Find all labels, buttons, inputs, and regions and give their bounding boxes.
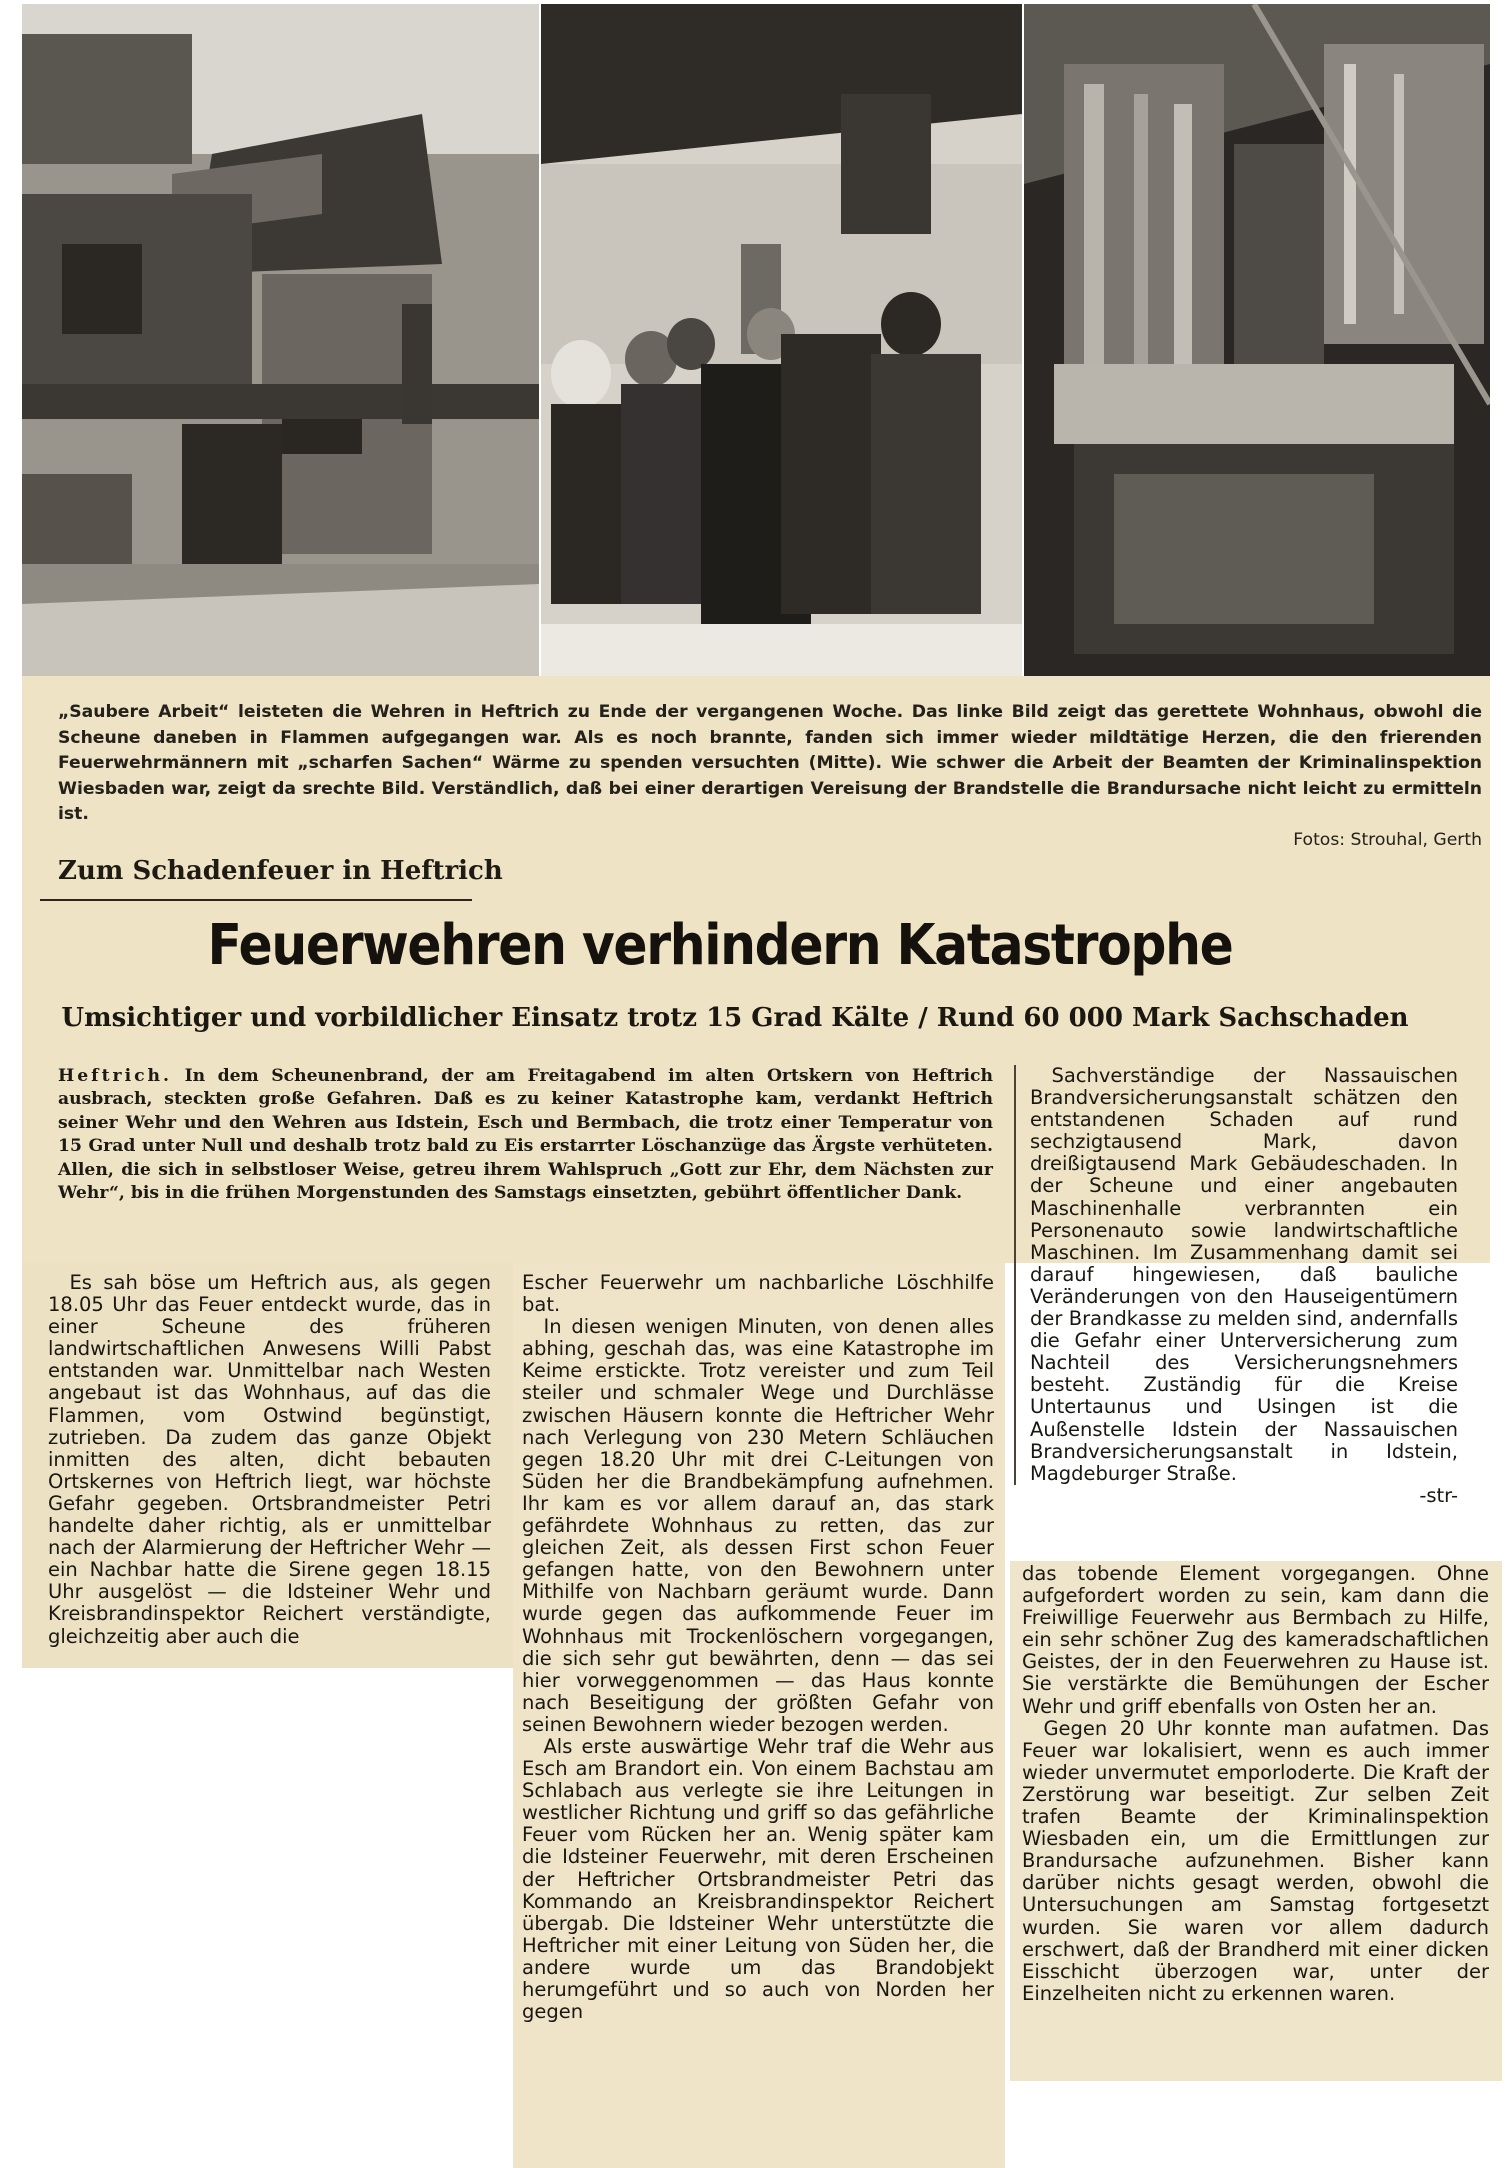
kicker-underline [40,899,472,901]
column-left [48,1272,491,1648]
dateline: Heftrich. [58,1066,173,1086]
article-subheadline: Umsichtiger und vorbildlicher Einsatz trotz 15 Grad Kälte / Rund 60 000 Mark Sachschaden [61,1003,1409,1033]
house-photo [22,4,539,676]
paragraph: Sachverständige der Nassauischen Brandversicherungsanstalt schätzen den entstandenen Schaden auf rund sechzigtausend Mark, davon dreißigtausend Mark Gebäudeschaden. In der Scheune und einer angebauten Maschinenhalle verbrannten ein Personenauto sowie landwirtschaftliche Maschinen. Im Zusammenhang damit sei darauf hingewiesen, daß bauliche Veränderungen von den Hauseigentümern der Brandkasse zu melden sind, andernfalls die Gefahr einer Unterversicherung zum Nachteil des Versicherungsnehmers besteht. Zuständig für die Kreise Untertaunus und Usingen ist die Außenstelle Idstein der Nassauischen Brandversicherungsanstalt in Idstein, Magdeburger Straße. [1030,1064,1458,1485]
photo-credit: Fotos: Strouhal, Gerth [1293,829,1482,850]
column-top-right [1030,1065,1458,1507]
lead-text: In dem Scheunenbrand, der am Freitagabend im alten Ortskern von Heftrich ausbrach, steckten große Gefahren. Daß es zu keiner Katastrophe kam, verdankt Heftrich seiner Wehr und den Wehren aus Idstein, Esch und Bermbach, die trotz einer Temperatur von 15 Grad unter Null und deshalb trotz bald zu Eis erstarrter Löschanzüge das Ärgste verhüteten. Allen, die sich in selbstloser Weise, getreu ihrem Wahlspruch „Gott zur Ehr, dem Nächsten zur Wehr“, bis in die frühen Morgenstunden des Samstags einsetzten, gebührt öffentlicher Dank. [58,1066,993,1204]
iced-ruin-photo [1024,4,1490,676]
paragraph: Als erste auswärtige Wehr traf die Wehr aus Esch am Brandort ein. Von einem Bachstau am Schlabach aus verlegte sie ihre Leitungen in westlicher Richtung und griff so das gefährliche Feuer vom Rücken her an. Wenig später kam die Idsteiner Feuerwehr, mit deren Erscheinen der Heftricher Ortsbrandmeister Petri das Kommando an Kreisbrandinspektor Reichert übergab. Die Idsteiner Wehr unterstützte die Heftricher mit einer Leitung von Süden her, die andere wurde um das Brandobjekt herumgeführt und so auch von Norden her gegen [522,1734,994,2024]
paragraph: das tobende Element vorgegangen. Ohne aufgefordert worden zu sein, kam dann die Freiwillige Feuerwehr aus Bermbach zu Hilfe, ein sehr schöner Zug des kameradschaftlichen Geistes, der in den Feuerwehren zu Hause ist. Sie verstärkte die Bemühungen der Escher Wehr und griff ebenfalls von Osten her an. [1022,1562,1489,1718]
firefighters-photo [541,4,1022,676]
paragraph: Es sah böse um Heftrich aus, als gegen 18.05 Uhr das Feuer entdeckt wurde, das in einer Scheune des früheren landwirtschaftlichen Anwesens Willi Pabst entstanden war. Unmittelbar nach Westen angebaut ist das Wohnhaus, auf das die Flammen, vom Ostwind begünstigt, zutrieben. Da zudem das ganze Objekt inmitten des alten, dicht bebauten Ortskernes von Heftrich liegt, war höchste Gefahr gegeben. Ortsbrandmeister Petri handelte daher richtig, als er unmittelbar nach der Alarmierung der Heftricher Wehr — ein Nachbar hatte die Sirene gegen 18.15 Uhr ausgelöst — die Idsteiner Wehr und Kreisbrandinspektor Reichert verständigte, gleichzeitig aber auch die [48,1271,491,1648]
paragraph: Escher Feuerwehr um nachbarliche Löschhilfe bat. [522,1271,994,1317]
photo-caption [58,700,1482,853]
caption-text: „Saubere Arbeit“ leisteten die Wehren in Heftrich zu Ende der vergangenen Woche. Das linke Bild zeigt das gerettete Wohnhaus, obwohl die Scheune daneben in Flammen aufgegangen war. Als es noch brannte, fanden sich immer wieder mildtätige Herzen, die den frierenden Feuerwehrmännern mit „scharfen Sachen“ Wärme zu spenden versuchten (Mitte). Wie schwer die Arbeit der Beamten der Kriminalinspektion Wiesbaden war, zeigt da srechte Bild. Verständlich, daß bei einer derartigen Vereisung der Brandstelle die Brandursache nicht leicht zu ermitteln ist. [58,702,1482,824]
paragraph: In diesen wenigen Minuten, von denen alles abhing, geschah das, was eine Katastrophe im Keime erstickte. Trotz vereister und zum Teil steiler und schmaler Wege und Durchlässe zwischen Häusern konnte die Heftricher Wehr nach Verlegung von 230 Metern Schläuchen gegen 18.20 Uhr mit drei C-Leitungen von Süden her die Brandbekämpfung aufnehmen. Ihr kam es vor allem darauf an, das stark gefährdete Wohnhaus zu retten, das zur gleichen Zeit, als dessen First schon Feuer gefangen hatte, von den Bewohnern unter Mithilfe von Nachbarn geräumt wurde. Dann wurde gegen das aufkommende Feuer im Wohnhaus mit Trockenlöschern vorgegangen, die sich sehr gut bewährten, denn — das sei hier vorweggenommen — das Haus konnte nach Beseitigung der größten Gefahr von seinen Bewohnern wieder bezogen werden. [522,1315,994,1736]
column-divider [1014,1065,1016,1485]
article-kicker: Zum Schadenfeuer in Heftrich [58,856,503,886]
column-middle [522,1272,994,2023]
article-lead [58,1065,993,1205]
column-right-lower [1022,1563,1489,2005]
paragraph: Gegen 20 Uhr konnte man aufatmen. Das Feuer war lokalisiert, wenn es auch immer wieder unvermutet emporloderte. Die Kraft der Zerstörung war beseitigt. Zur selben Zeit trafen Beamte der Kriminalinspektion Wiesbaden ein, um die Ermittlungen zur Brandursache aufzunehmen. Bisher kann darüber nichts gesagt werden, obwohl die Untersuchungen am Samstag fortgesetzt wurden. Sie waren vor allem dadurch erschwert, daß der Brandherd mit einer dicken Eisschicht überzogen war, unter der Einzelheiten nicht zu erkennen waren. [1022,1716,1489,2005]
article-headline: Feuerwehren verhindern Katastrophe [207,913,1233,978]
author-signature: -str- [1419,1483,1458,1507]
